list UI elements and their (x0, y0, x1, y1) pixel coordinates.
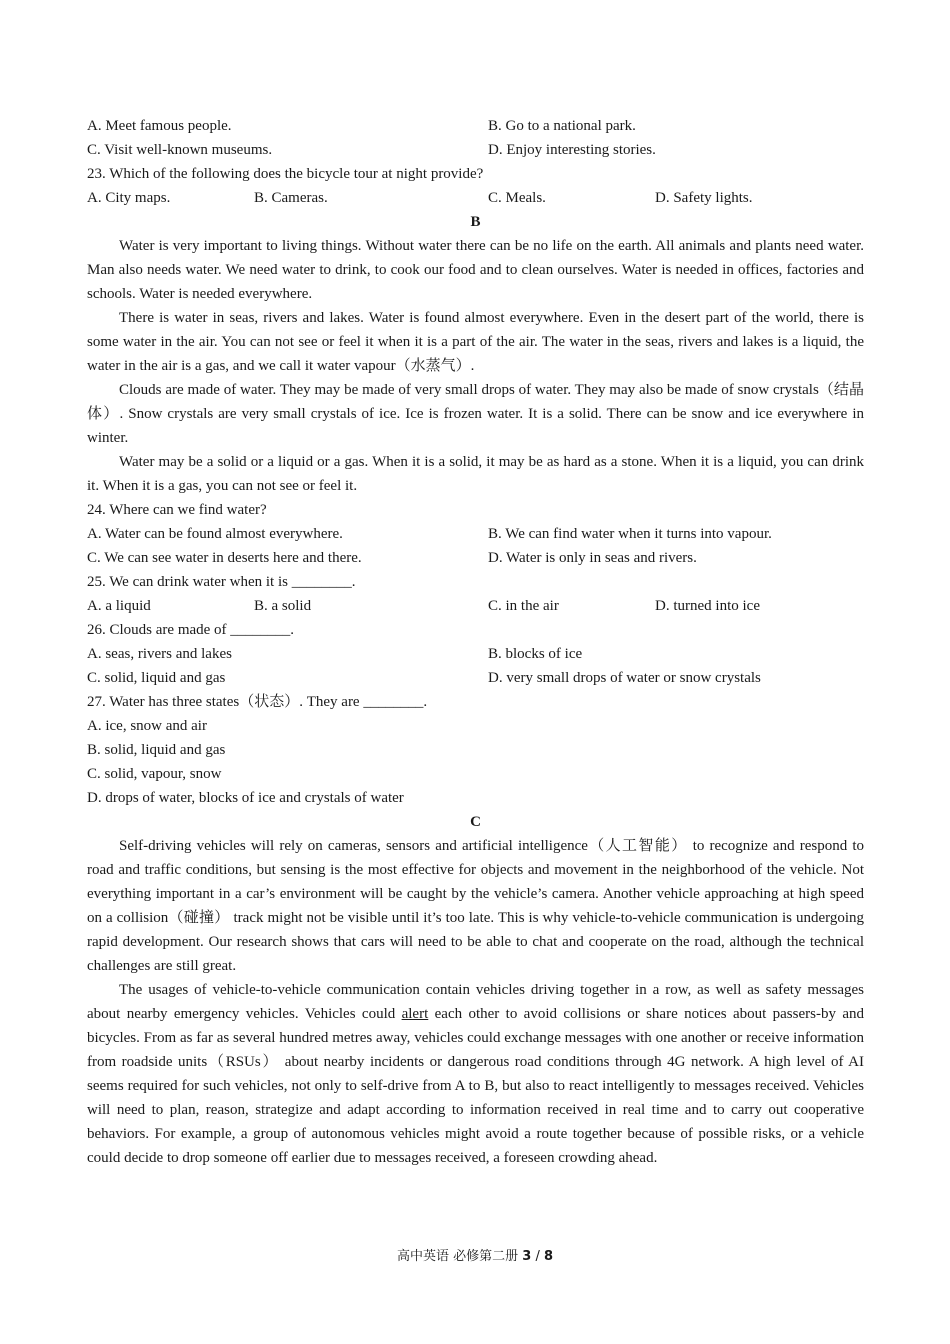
page-separator: / (535, 1249, 540, 1264)
q22-options-row-1 (87, 114, 864, 138)
q24-option-b: B. We can find water when it turns into vapour. (488, 526, 772, 542)
q23-options-row (87, 186, 864, 210)
q23-option-b: B. Cameras. (254, 190, 328, 206)
paragraph-text: each other to avoid collisions or share notices about passers-by and bicycles. From as far as several hundred metres away, vehicles could exchange messages with one another or receive information from roadside units（RSUs） about nearby incidents or dangerous road conditions through 4G network. A high level of AI seems required for such vehicles, not only to self-drive from A to B, but also to react intelligently to messages received. Vehicles will need to plan, reason, strategize and adapt according to information received in real time and to carry out cooperative behaviors. For example, a group of autonomous vehicles might avoid a route together because of possible risks, or a vehicle could decide to drop someone off earlier due to messages received, a foreseen crowding ahead. (87, 1006, 864, 1166)
q26-question: 26. Clouds are made of ________. (87, 622, 295, 638)
q24-option-d: D. Water is only in seas and rivers. (488, 550, 697, 566)
paragraph-text: The usages of vehicle-to-vehicle communication contain vehicles driving together in a row, as well as safety messages about nearby emergency vehicles. Vehicles could (87, 982, 864, 1022)
section-c-paragraph-1: Self-driving vehicles will rely on cameras, sensors and artificial intelligence（人工智能） to recognize and respond to road and traffic conditions, but sensing is the most effective for objects and movement in the neighborhood of the vehicle. Not everything important in a car’s environment will be caught by the vehicle’s camera. Another vehicle approaching at high speed on a collision（碰撞） track might not be visible until it’s too late. This is why vehicle-to-vehicle communication is undergoing rapid development. Our research shows that cars will need to be able to chat and cooperate on the road, although the technical challenges are still great. (87, 838, 864, 974)
q25-option-d: D. turned into ice (655, 598, 760, 614)
q23-option-c: C. Meals. (488, 190, 546, 206)
section-c-paragraph-2 (87, 978, 864, 1170)
q27-option-c: C. solid, vapour, snow (87, 766, 222, 782)
section-b-paragraph: Clouds are made of water. They may be made of very small drops of water. They may also be made of snow crystals（结晶体）. Snow crystals are very small crystals of ice. Ice is frozen water. It is a solid. There can be snow and ice everywhere in winter. (87, 382, 864, 446)
q23-option-a: A. City maps. (87, 190, 171, 206)
q24-option-a: A. Water can be found almost everywhere. (87, 526, 343, 542)
q26-option-a: A. seas, rivers and lakes (87, 646, 232, 662)
section-b-paragraph: Water is very important to living things. Without water there can be no life on the earth. All animals and plants need water. Man also needs water. We need water to drink, to cook our food and to clean ourselves. Water is needed in offices, factories and schools. Water is needed everywhere. (87, 238, 864, 302)
section-c-heading: C (470, 814, 481, 830)
q24-options-row-2 (87, 546, 864, 570)
q27-question: 27. Water has three states（状态）. They are ________. (87, 694, 428, 710)
document-body (87, 114, 864, 1170)
q27-option-d: D. drops of water, blocks of ice and crystals of water (87, 790, 404, 806)
q25-option-c: C. in the air (488, 598, 559, 614)
q25-option-a: A. a liquid (87, 598, 151, 614)
section-b-paragraph: Water may be a solid or a liquid or a gas. When it is a solid, it may be as hard as a stone. When it is a liquid, you can drink it. When it is a gas, you can not see or feel it. (87, 454, 864, 494)
q27-option-b: B. solid, liquid and gas (87, 742, 226, 758)
q26-option-c: C. solid, liquid and gas (87, 670, 226, 686)
q25-options-row (87, 594, 864, 618)
q22-option-c: C. Visit well-known museums. (87, 142, 273, 158)
section-b-paragraph: There is water in seas, rivers and lakes. Water is found almost everywhere. Even in the desert part of the world, there is some water in the air. You can not see or feel it when it is a part of the air. The water in the seas, rivers and lakes is a liquid, the water in the air is a gas, and we call it water vapour（水蒸气）. (87, 310, 864, 374)
q26-option-d: D. very small drops of water or snow crystals (488, 670, 761, 686)
page-total: 8 (543, 1249, 554, 1264)
q23-option-d: D. Safety lights. (655, 190, 753, 206)
q24-option-c: C. We can see water in deserts here and there. (87, 550, 362, 566)
q24-question: 24. Where can we find water? (87, 502, 267, 518)
q26-options-row-1 (87, 642, 864, 666)
q26-option-b: B. blocks of ice (488, 646, 583, 662)
q22-option-b: B. Go to a national park. (488, 118, 636, 134)
q22-option-a: A. Meet famous people. (87, 118, 232, 134)
page-footer (0, 1245, 950, 1264)
q24-options-row-1 (87, 522, 864, 546)
footer-title: 高中英语 必修第二册 (396, 1249, 519, 1264)
q22-options-row-2 (87, 138, 864, 162)
page-number: 3 (522, 1249, 532, 1264)
section-b-heading: B (470, 214, 481, 230)
q25-question: 25. We can drink water when it is ________. (87, 574, 356, 590)
q23-question: 23. Which of the following does the bicycle tour at night provide? (87, 166, 484, 182)
q22-option-d: D. Enjoy interesting stories. (488, 142, 656, 158)
q27-option-a: A. ice, snow and air (87, 718, 207, 734)
q26-options-row-2 (87, 666, 864, 690)
underlined-word: alert (401, 1006, 429, 1022)
q25-option-b: B. a solid (254, 598, 312, 614)
